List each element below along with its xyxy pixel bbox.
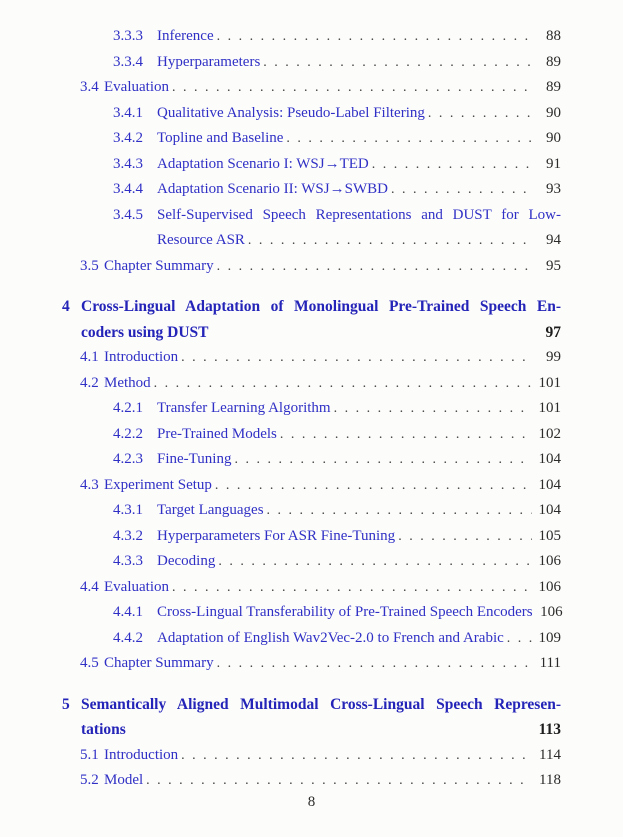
toc-entry-number[interactable]: 3.4 bbox=[80, 79, 99, 95]
toc-entry[interactable] bbox=[62, 50, 561, 76]
toc-entry-title[interactable]: Target Languages bbox=[157, 502, 264, 518]
toc-entry[interactable] bbox=[62, 371, 561, 397]
toc-entry-number[interactable]: 5 bbox=[62, 695, 70, 713]
toc-entry-page[interactable]: 104 bbox=[538, 451, 561, 467]
toc-entry[interactable] bbox=[62, 422, 561, 448]
toc-entry[interactable] bbox=[62, 254, 561, 280]
toc-entry-number[interactable]: 4.1 bbox=[80, 349, 99, 365]
toc-entry-title[interactable]: Introduction bbox=[104, 746, 179, 763]
toc-entry-title-cont[interactable]: Resource ASR bbox=[157, 232, 245, 248]
toc-entry-title[interactable]: Cross-Lingual Transferability of Pre-Trained Speech Encoders bbox=[157, 604, 533, 620]
toc-entry[interactable] bbox=[62, 345, 561, 371]
toc-entry[interactable] bbox=[62, 768, 561, 794]
toc-entry-page[interactable]: 94 bbox=[546, 232, 561, 248]
toc-chapter-line2 bbox=[62, 320, 561, 346]
page-number: 8 bbox=[307, 794, 316, 810]
toc-list bbox=[62, 24, 561, 794]
toc-entry-number[interactable]: 4.3.2 bbox=[113, 527, 143, 544]
toc-entry-number[interactable]: 4.4.1 bbox=[113, 604, 143, 620]
toc-entry-page[interactable]: 109 bbox=[538, 629, 561, 646]
toc-dot-leader bbox=[181, 345, 532, 371]
toc-entry-line1 bbox=[113, 203, 561, 229]
toc-entry-title[interactable]: Pre-Trained Models bbox=[157, 425, 277, 442]
toc-entry-line2 bbox=[113, 228, 561, 254]
toc-entry-number[interactable]: 3.3.4 bbox=[113, 53, 143, 70]
toc-entry[interactable] bbox=[62, 575, 561, 601]
toc-entry-title[interactable]: Adaptation Scenario I: WSJ→TED bbox=[157, 155, 369, 172]
toc-entry-title[interactable]: Inference bbox=[157, 28, 214, 44]
toc-entry-page[interactable]: 88 bbox=[546, 28, 561, 44]
toc-entry-page[interactable]: 106 bbox=[540, 604, 563, 620]
toc-entry[interactable] bbox=[62, 473, 561, 499]
toc-dot-leader bbox=[280, 422, 532, 448]
toc-dot-leader bbox=[263, 50, 532, 76]
toc-entry-number[interactable]: 3.4.5 bbox=[113, 206, 143, 223]
toc-entry-title[interactable]: Decoding bbox=[157, 553, 216, 569]
toc-entry-title[interactable]: Introduction bbox=[104, 349, 179, 365]
toc-chapter-line1 bbox=[62, 692, 561, 718]
toc-entry-page[interactable]: 104 bbox=[538, 476, 561, 493]
toc-dot-leader bbox=[334, 396, 532, 422]
toc-entry[interactable] bbox=[62, 396, 561, 422]
toc-entry-page[interactable]: 95 bbox=[546, 257, 561, 274]
toc-entry-number[interactable]: 4.2.3 bbox=[113, 451, 143, 467]
toc-entry-title-cont[interactable]: coders using DUST bbox=[81, 323, 209, 341]
toc-dot-leader bbox=[172, 75, 532, 101]
toc-entry-title[interactable]: Adaptation of English Wav2Vec-2.0 to French and Arabic bbox=[157, 629, 504, 646]
toc-entry-title[interactable]: Chapter Summary bbox=[104, 655, 214, 671]
toc-dot-leader bbox=[391, 177, 532, 203]
toc-entry-page[interactable]: 106 bbox=[538, 553, 561, 569]
toc-dot-leader bbox=[267, 498, 532, 524]
toc-entry-page[interactable]: 93 bbox=[546, 181, 561, 197]
toc-dot-leader bbox=[286, 126, 532, 152]
toc-dot-leader bbox=[248, 228, 532, 254]
toc-entry[interactable] bbox=[62, 626, 561, 652]
toc-chapter-entry[interactable] bbox=[62, 692, 561, 743]
toc-entry-number[interactable]: 4.4.2 bbox=[113, 629, 143, 646]
toc-dot-leader bbox=[217, 651, 532, 677]
toc-entry-title[interactable]: Evaluation bbox=[104, 79, 169, 95]
toc-dot-leader bbox=[172, 575, 532, 601]
toc-entry[interactable] bbox=[62, 651, 561, 677]
toc-dot-leader bbox=[507, 626, 532, 652]
toc-entry-number[interactable]: 4.2.2 bbox=[113, 425, 143, 442]
toc-entry-number[interactable]: 3.4.2 bbox=[113, 130, 143, 146]
toc-entry-number[interactable]: 3.4.4 bbox=[113, 181, 143, 197]
toc-dot-leader bbox=[398, 524, 532, 550]
toc-entry-title[interactable]: Semantically Aligned Multimodal Cross-Lingual Speech Represen- bbox=[81, 695, 561, 713]
toc-entry-title[interactable]: Hyperparameters For ASR Fine-Tuning bbox=[157, 527, 396, 544]
toc-entry-page[interactable]: 90 bbox=[546, 130, 561, 146]
toc-dot-leader bbox=[217, 254, 532, 280]
toc-entry-page[interactable]: 97 bbox=[545, 323, 561, 341]
toc-dot-leader bbox=[215, 473, 532, 499]
toc-entry-page[interactable]: 101 bbox=[538, 374, 561, 391]
toc-entry[interactable] bbox=[62, 152, 561, 178]
toc-entry[interactable] bbox=[62, 549, 561, 575]
toc-entry-number[interactable]: 4.3.3 bbox=[113, 553, 143, 569]
toc-dot-leader bbox=[234, 447, 532, 473]
toc-chapter-line1 bbox=[62, 294, 561, 320]
toc-entry-number[interactable]: 3.4.3 bbox=[113, 155, 143, 172]
toc-entry[interactable] bbox=[62, 75, 561, 101]
toc-entry[interactable] bbox=[62, 101, 561, 127]
toc-entry-title[interactable]: Topline and Baseline bbox=[157, 130, 284, 146]
toc-entry-page[interactable]: 105 bbox=[538, 527, 561, 544]
toc-entry-page[interactable]: 91 bbox=[546, 155, 561, 172]
toc-entry-number[interactable]: 3.5 bbox=[80, 257, 99, 274]
toc-entry[interactable] bbox=[62, 498, 561, 524]
toc-entry-title[interactable]: Model bbox=[104, 772, 144, 788]
toc-entry-page[interactable]: 89 bbox=[546, 53, 561, 70]
toc-entry-wrapped[interactable] bbox=[62, 203, 561, 254]
toc-dot-leader bbox=[154, 371, 532, 397]
toc-dot-leader bbox=[217, 24, 532, 50]
toc-entry-number[interactable]: 4 bbox=[62, 298, 70, 315]
toc-entry-number[interactable]: 5.1 bbox=[80, 746, 99, 763]
toc-entry-title[interactable]: Method bbox=[104, 374, 151, 391]
toc-dot-leader bbox=[428, 101, 532, 127]
toc-entry-title[interactable]: Cross-Lingual Adaptation of Monolingual Pre-Trained Speech En- bbox=[81, 298, 561, 315]
toc-entry-title[interactable]: Fine-Tuning bbox=[157, 451, 232, 467]
toc-chapter-line2 bbox=[62, 717, 561, 743]
toc-entry-title[interactable]: Evaluation bbox=[104, 578, 169, 595]
toc-entry-title[interactable]: Experiment Setup bbox=[104, 476, 212, 493]
toc-entry-page[interactable]: 111 bbox=[539, 655, 561, 671]
toc-entry-title[interactable]: Qualitative Analysis: Pseudo-Label Filtering bbox=[157, 104, 425, 121]
toc-entry[interactable] bbox=[62, 600, 561, 626]
toc-entry[interactable] bbox=[62, 743, 561, 769]
toc-entry-number[interactable]: 4.2 bbox=[80, 374, 99, 391]
toc-entry-number[interactable]: 4.3 bbox=[80, 476, 99, 493]
toc-entry[interactable] bbox=[62, 177, 561, 203]
toc-entry[interactable] bbox=[62, 524, 561, 550]
toc-entry-number[interactable]: 3.4.1 bbox=[113, 104, 143, 121]
toc-dot-leader bbox=[218, 549, 532, 575]
toc-entry-page[interactable]: 104 bbox=[538, 502, 561, 518]
toc-entry-page[interactable]: 99 bbox=[546, 349, 561, 365]
toc-entry-number[interactable]: 3.3.3 bbox=[113, 28, 143, 44]
toc-dot-leader bbox=[181, 743, 532, 769]
toc-entry-title[interactable]: Chapter Summary bbox=[104, 257, 214, 274]
toc-entry-number[interactable]: 4.2.1 bbox=[113, 400, 143, 416]
toc-entry-page[interactable]: 101 bbox=[538, 400, 561, 416]
toc-entry-number[interactable]: 5.2 bbox=[80, 772, 99, 788]
toc-entry-number[interactable]: 4.4 bbox=[80, 578, 99, 595]
toc-entry-page[interactable]: 113 bbox=[538, 721, 561, 738]
toc-entry-title[interactable]: Hyperparameters bbox=[157, 53, 261, 70]
toc-entry[interactable] bbox=[62, 24, 561, 50]
toc-entry-page[interactable]: 89 bbox=[546, 79, 561, 95]
toc-dot-leader bbox=[146, 768, 532, 794]
toc-entry-title[interactable]: Adaptation Scenario II: WSJ→SWBD bbox=[157, 181, 388, 197]
toc-entry-page[interactable]: 114 bbox=[539, 746, 561, 763]
toc-chapter-entry[interactable] bbox=[62, 294, 561, 345]
toc-entry[interactable] bbox=[62, 447, 561, 473]
toc-entry-page[interactable]: 118 bbox=[539, 772, 561, 788]
toc-entry-number[interactable]: 4.3.1 bbox=[113, 502, 143, 518]
toc-entry-page[interactable]: 90 bbox=[546, 104, 561, 121]
toc-entry-page[interactable]: 102 bbox=[538, 425, 561, 442]
toc-dot-leader bbox=[372, 152, 532, 178]
toc-entry-title[interactable]: Self-Supervised Speech Representations and DUST for Low- bbox=[157, 206, 561, 223]
toc-entry-title[interactable]: Transfer Learning Algorithm bbox=[157, 400, 331, 416]
toc-entry-number[interactable]: 4.5 bbox=[80, 655, 99, 671]
toc-entry[interactable] bbox=[62, 126, 561, 152]
toc-entry-page[interactable]: 106 bbox=[538, 578, 561, 595]
toc-entry-title-cont[interactable]: tations bbox=[81, 721, 126, 738]
